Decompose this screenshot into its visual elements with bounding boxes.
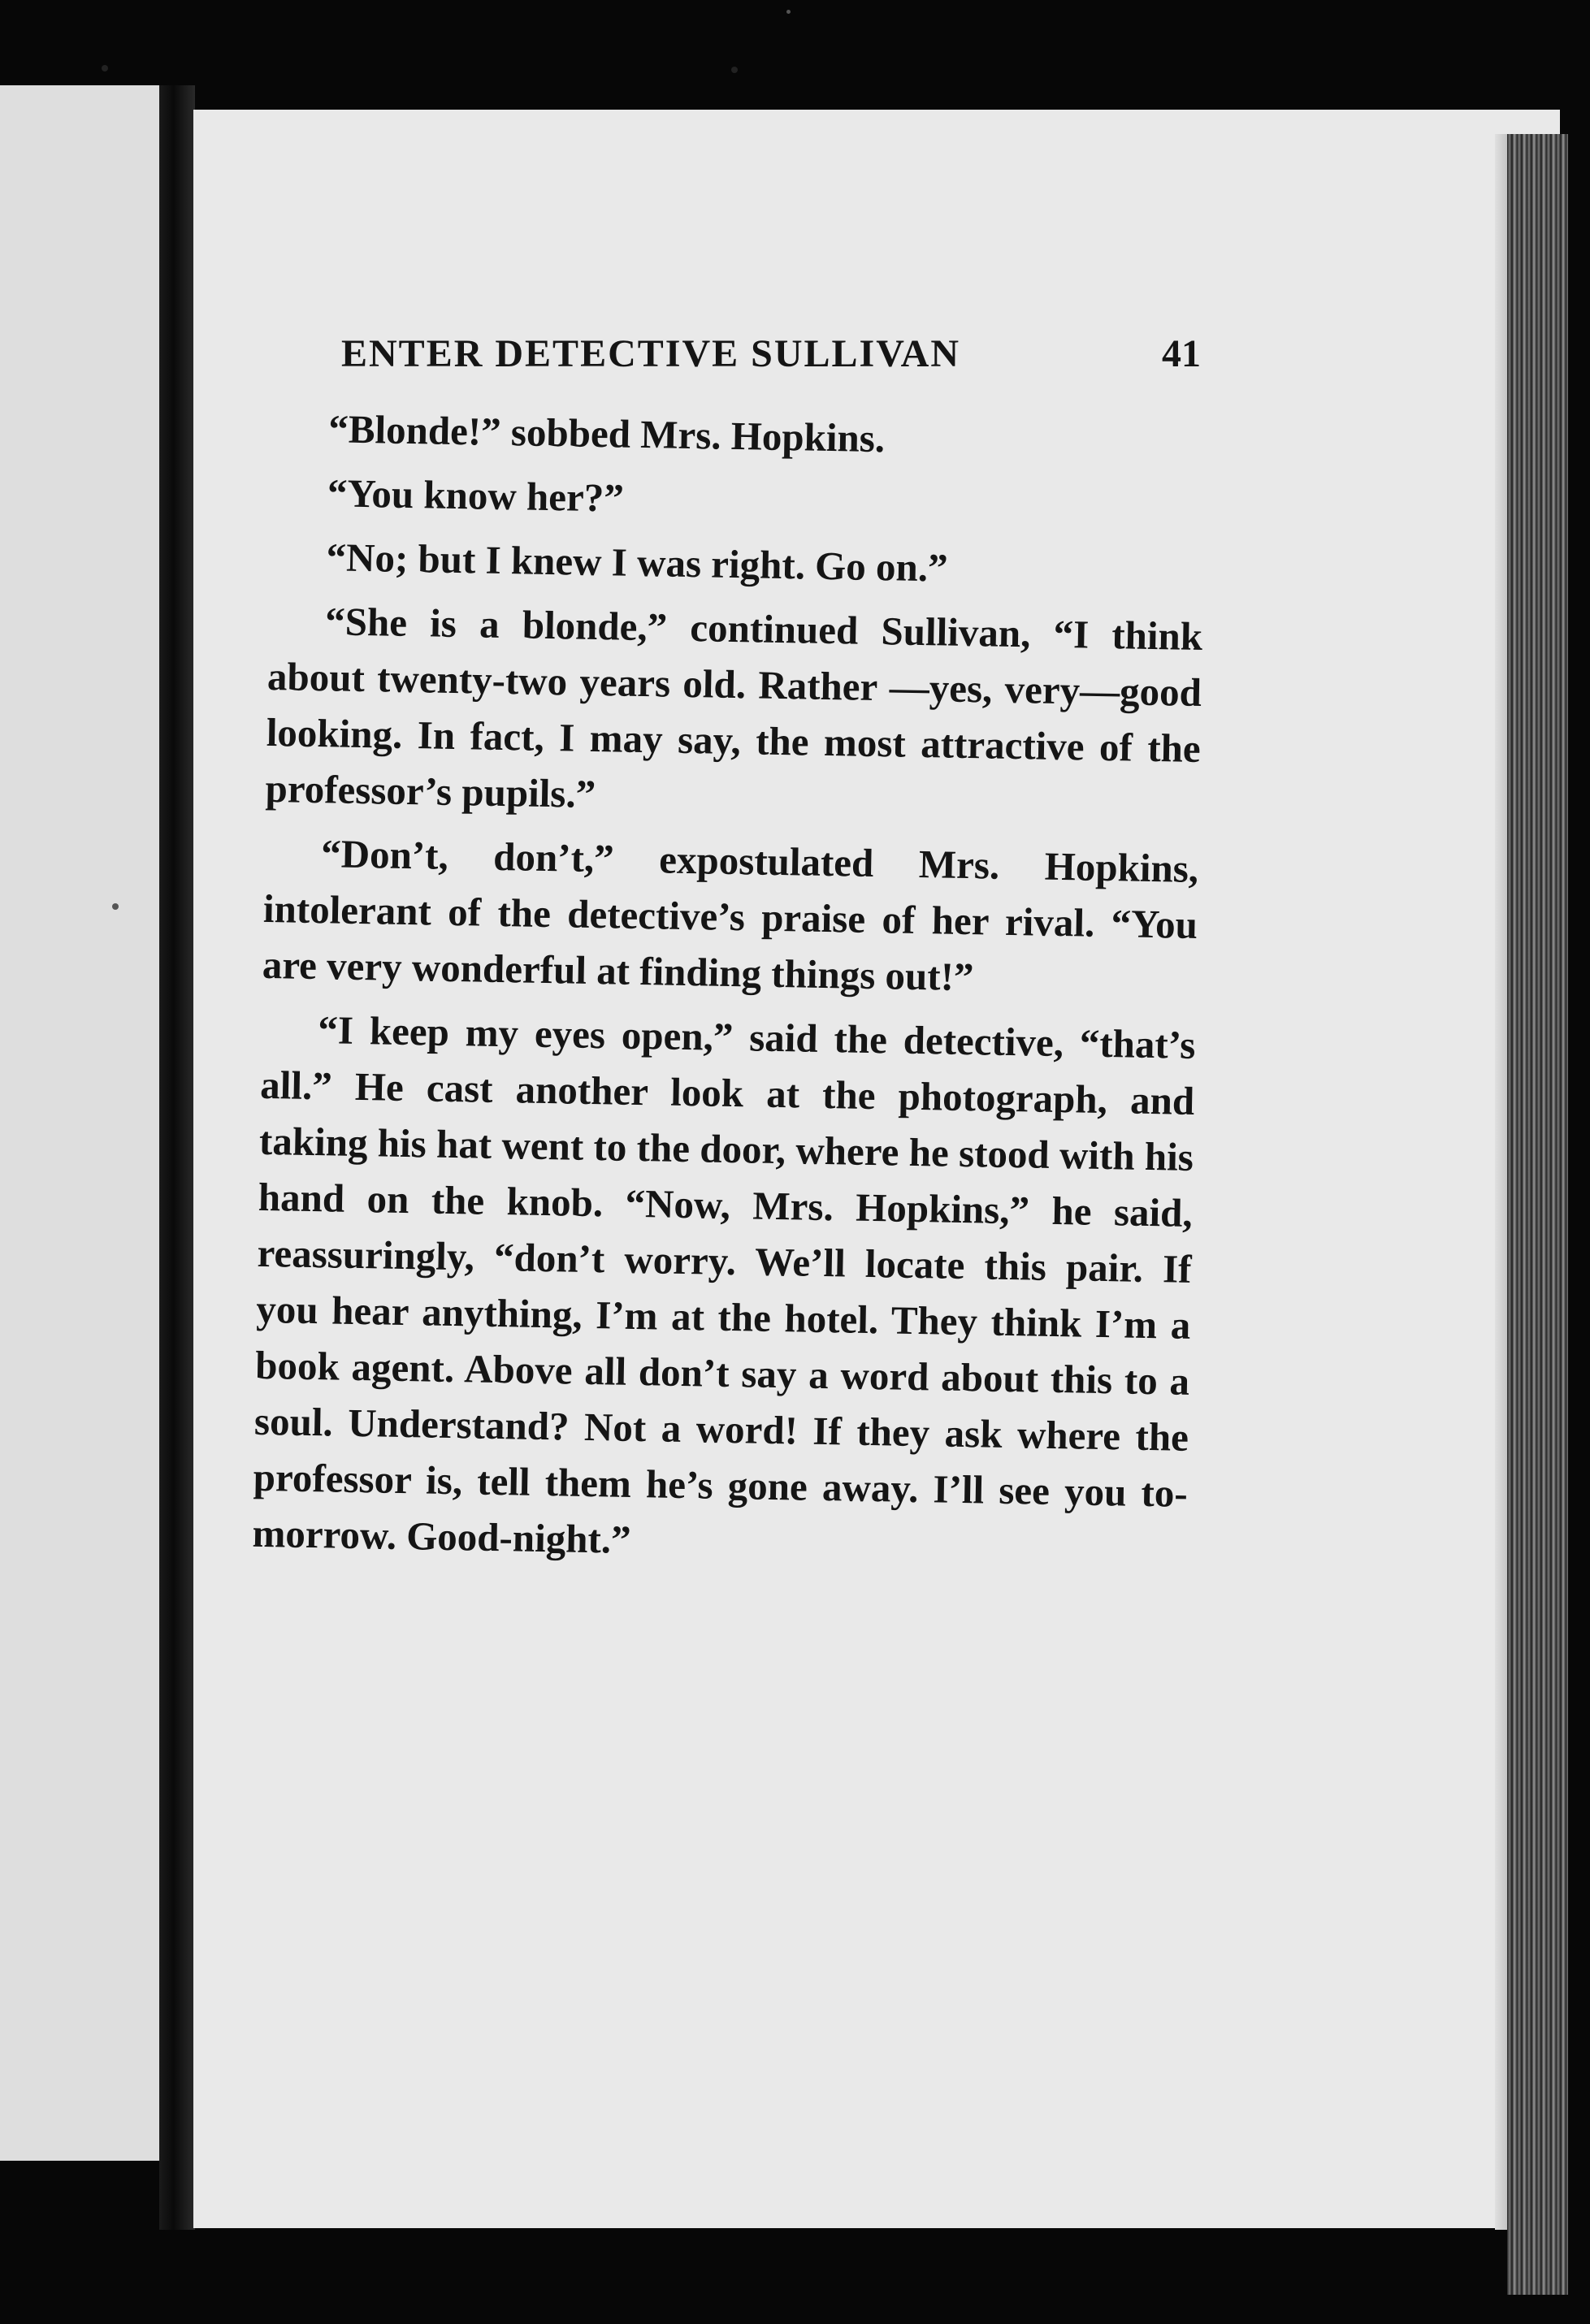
paragraph: “She is a blonde,” continued Sullivan, “I think about twenty-two years old. Rather —yes, very—good looking. In fact, I may say, the most attractive of the professor’s pupils.” [265, 599, 1203, 817]
running-head: ENTER DETECTIVE SULLIVAN [341, 332, 960, 375]
scan-speck [786, 10, 791, 14]
paragraph: “Don’t, don’t,” expostulated Mrs. Hopkins, intolerant of the detective’s praise of her rival. “You are very wonderful at finding things out!” [262, 831, 1199, 1000]
paragraph: “Blonde!” sobbed Mrs. Hopkins. [327, 406, 886, 461]
paragraph: “I keep my eyes open,” said the detective, “that’s all.” He cast another look at the photograph, and taking his hat went to the door, where he stood with his hand on the knob. “Now, Mrs. Hopkins,” he said, reassuringly, “don’t worry. We’ll locate this pair. If you hear anything, I’m at the hotel. They think I’m a book agent. Above all don’t say a word about this to a soul. Understand? Not a word! If they ask where the professor is, tell them he’s gone away. I’ll see you to-morrow. Good-night.” [252, 1007, 1196, 1562]
body-text [252, 400, 1207, 1586]
book-gutter [159, 85, 195, 2230]
paragraph: “You know her?” [327, 470, 625, 521]
stacked-page-edges [1507, 134, 1568, 2295]
scan-speck [102, 65, 108, 71]
scan-speck [731, 67, 738, 73]
paragraph: “No; but I knew I was right. Go on.” [326, 534, 949, 591]
page-number: 41 [1162, 332, 1201, 375]
left-page-edge [0, 85, 161, 2161]
scan-speck [112, 903, 119, 910]
